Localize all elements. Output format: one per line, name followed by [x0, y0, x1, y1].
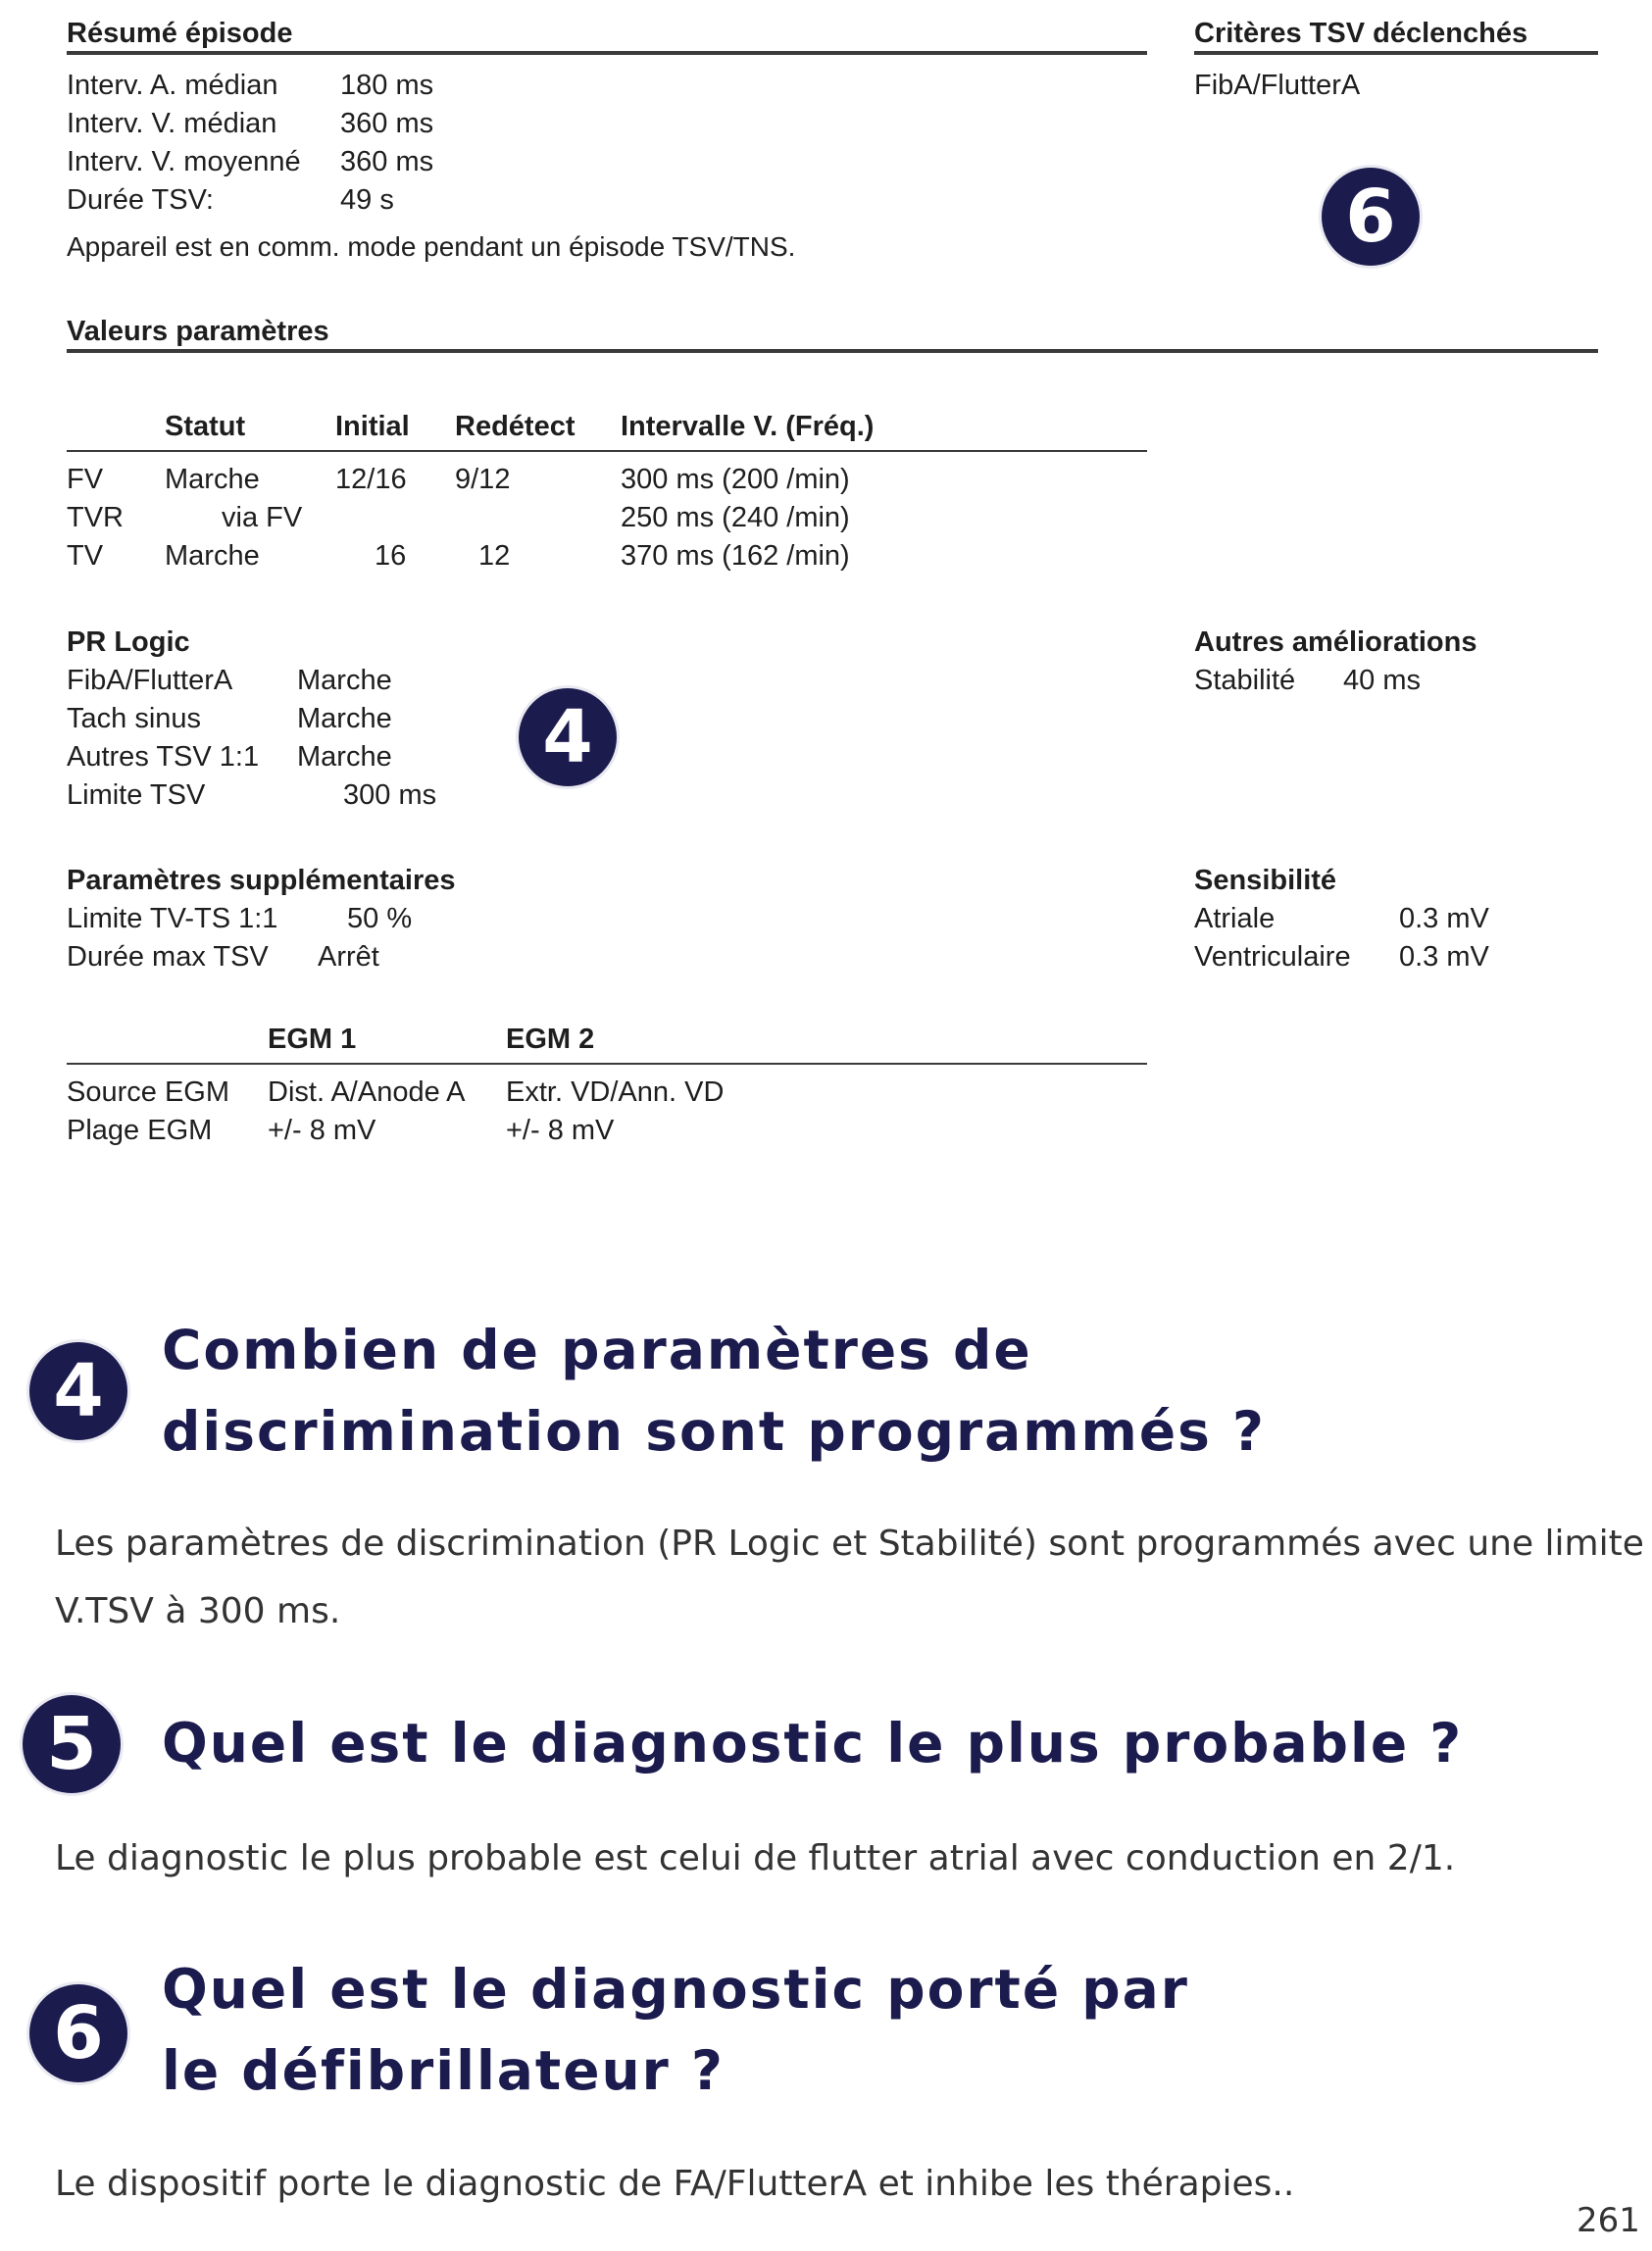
resume-label: Durée TSV: [67, 184, 214, 216]
question-heading: le défibrillateur ? [162, 2039, 725, 2102]
supplementaires-value: Arrêt [318, 941, 379, 973]
resume-value: 180 ms [340, 70, 434, 101]
resume-label: Interv. V. moyenné [67, 146, 301, 177]
supplementaires-label: Limite TV-TS 1:1 [67, 903, 278, 934]
resume-label: Interv. V. médian [67, 108, 277, 139]
sensibilite-value: 0.3 mV [1399, 941, 1489, 973]
supplementaires-value: 50 % [347, 903, 413, 934]
intervalle-cell: 250 ms (240 /min) [621, 502, 850, 533]
criteres-title: Critères TSV déclenchés [1194, 18, 1528, 49]
valeurs-divider [67, 349, 1598, 353]
criteres-divider [1194, 51, 1598, 55]
intervalle-cell: 370 ms (162 /min) [621, 540, 850, 572]
sensibilite-label: Atriale [1194, 903, 1276, 934]
initial-cell: 16 [375, 540, 407, 572]
egm-label: Plage EGM [67, 1115, 213, 1146]
redetect-cell: 12 [478, 540, 511, 572]
question-heading: discrimination sont programmés ? [162, 1400, 1266, 1463]
pr-logic-label: FibA/FlutterA [67, 665, 233, 696]
egm2-cell: Extr. VD/Ann. VD [506, 1076, 725, 1108]
number-badge: 6 [1322, 168, 1420, 266]
sensibilite-title: Sensibilité [1194, 865, 1337, 896]
egm1-cell: +/- 8 mV [268, 1115, 376, 1146]
pr-logic-label: Tach sinus [67, 703, 202, 734]
column-header: Initial [335, 411, 410, 442]
resume-value: 49 s [340, 184, 394, 216]
autres-label: Stabilité [1194, 665, 1296, 696]
answer-text: Les paramètres de discrimination (PR Logic et Stabilité) sont programmés avec une limite [55, 1524, 1644, 1564]
egm-header: EGM 1 [268, 1024, 357, 1055]
autres-title: Autres améliorations [1194, 626, 1477, 658]
egm1-cell: Dist. A/Anode A [268, 1076, 466, 1108]
zone-label: FV [67, 464, 104, 495]
statut-cell: Marche [165, 464, 260, 495]
resume-note: Appareil est en comm. mode pendant un épisode TSV/TNS. [67, 231, 796, 262]
question-heading: Quel est le diagnostic porté par [162, 1958, 1189, 2021]
question-heading: Quel est le diagnostic le plus probable ? [162, 1712, 1464, 1775]
pr-logic-value: Marche [297, 665, 392, 696]
egm2-cell: +/- 8 mV [506, 1115, 615, 1146]
supplementaires-title: Paramètres supplémentaires [67, 865, 456, 896]
pr-logic-label: Limite TSV [67, 779, 206, 811]
redetect-cell: 9/12 [455, 464, 511, 495]
supplementaires-label: Durée max TSV [67, 941, 269, 973]
sensibilite-label: Ventriculaire [1194, 941, 1351, 973]
column-header: Intervalle V. (Fréq.) [621, 411, 875, 442]
table-divider [67, 450, 1147, 452]
criteres-value: FibA/FlutterA [1194, 70, 1361, 101]
column-header: Redétect [455, 411, 576, 442]
pr-logic-label: Autres TSV 1:1 [67, 741, 260, 773]
zone-label: TVR [67, 502, 124, 533]
sensibilite-value: 0.3 mV [1399, 903, 1489, 934]
egm-divider [67, 1063, 1147, 1065]
resume-value: 360 ms [340, 108, 434, 139]
statut-cell: Marche [165, 540, 260, 572]
pr-logic-title: PR Logic [67, 626, 190, 658]
resume-label: Interv. A. médian [67, 70, 278, 101]
valeurs-title: Valeurs paramètres [67, 316, 329, 347]
egm-header: EGM 2 [506, 1024, 595, 1055]
question-number-badge: 6 [29, 1984, 127, 2082]
pr-logic-value: 300 ms [343, 779, 437, 811]
initial-cell: 12/16 [335, 464, 407, 495]
autres-value: 40 ms [1343, 665, 1421, 696]
answer-text: V.TSV à 300 ms. [55, 1591, 341, 1631]
number-badge: 4 [519, 688, 617, 786]
answer-text: Le diagnostic le plus probable est celui de flutter atrial avec conduction en 2/1. [55, 1838, 1456, 1878]
question-number-badge: 4 [29, 1342, 127, 1440]
egm-label: Source EGM [67, 1076, 229, 1108]
resume-title: Résumé épisode [67, 18, 293, 49]
statut-cell: via FV [222, 502, 303, 533]
pr-logic-value: Marche [297, 741, 392, 773]
page-number: 261 [1577, 2201, 1640, 2240]
resume-divider [67, 51, 1147, 55]
question-number-badge: 5 [23, 1695, 121, 1793]
question-heading: Combien de paramètres de [162, 1319, 1032, 1381]
answer-text: Le dispositif porte le diagnostic de FA/FlutterA et inhibe les thérapies.. [55, 2164, 1295, 2204]
intervalle-cell: 300 ms (200 /min) [621, 464, 850, 495]
pr-logic-value: Marche [297, 703, 392, 734]
resume-value: 360 ms [340, 146, 434, 177]
column-header: Statut [165, 411, 246, 442]
zone-label: TV [67, 540, 104, 572]
